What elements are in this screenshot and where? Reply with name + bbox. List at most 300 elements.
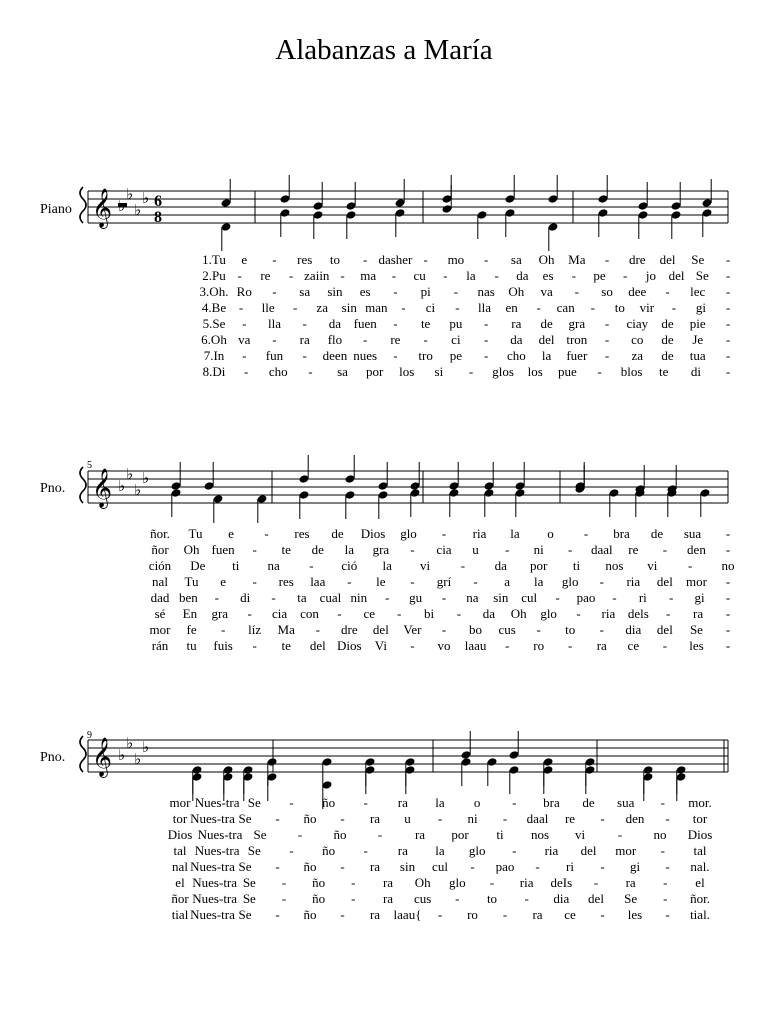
lyric-syllable: -: [662, 542, 668, 557]
lyric-syllable: -: [665, 907, 670, 922]
lyric-syllable: -: [725, 300, 731, 315]
lyric-syllable: -: [725, 316, 731, 331]
lyric-syllable: dia: [625, 622, 642, 637]
lyric-syllable: Oh: [183, 542, 200, 557]
lyric-syllable: es: [542, 268, 554, 283]
lyric-syllable: -: [665, 284, 670, 299]
lyric-syllable: -: [410, 638, 415, 653]
lyric-syllable: -: [264, 526, 269, 541]
lyric-syllable: -: [410, 574, 415, 589]
lyric-syllable: lle: [261, 300, 275, 315]
lyric-syllable: -: [725, 638, 731, 653]
lyric-syllable: da: [328, 316, 342, 331]
lyric-syllable: ñor: [171, 891, 189, 906]
lyric-syllable: con: [300, 606, 319, 621]
lyric-syllable: tor: [692, 811, 708, 826]
lyric-syllable: -: [666, 606, 671, 621]
lyric-syllable: ño: [303, 811, 317, 826]
key-signature-flat: ♭: [134, 481, 142, 499]
lyric-syllable: ño: [303, 907, 317, 922]
lyric-syllable: -: [242, 348, 247, 363]
lyric-syllable: Ver: [403, 622, 422, 637]
lyric-syllable: bra: [613, 526, 630, 541]
lyric-syllable: 6.Oh: [201, 332, 227, 347]
lyric-syllable: bo: [469, 622, 483, 637]
lyric-syllable: -: [617, 827, 623, 842]
brace: [80, 187, 86, 223]
lyric-syllable: pu: [449, 316, 463, 331]
lyric-syllable: cul: [521, 590, 538, 605]
lyric-syllable: res: [294, 526, 310, 541]
staves: [80, 175, 731, 809]
lyric-syllable: -: [483, 252, 489, 267]
lyric-syllable: ño: [312, 875, 326, 890]
lyric-syllable: gra: [568, 316, 586, 331]
lyric-syllable: En: [182, 606, 198, 621]
lyric-syllable: ri: [566, 859, 574, 874]
lyric-syllable: -: [604, 332, 610, 347]
lyric-syllable: -: [502, 811, 508, 826]
lyric-syllable: pe: [449, 348, 463, 363]
lyric-syllable: del: [656, 574, 673, 589]
lyric-syllable: -: [441, 622, 447, 637]
lyric-syllable: -: [423, 252, 428, 267]
lyric-syllable: sua: [683, 526, 702, 541]
lyric-syllable: ria: [519, 875, 534, 890]
lyric-syllable: glos: [492, 364, 514, 379]
lyric-syllable: glo: [561, 574, 579, 589]
lyric-syllable: -: [725, 268, 731, 283]
lyric-syllable: Nues-tra: [192, 891, 238, 906]
lyric-syllable: -: [483, 316, 489, 331]
lyric-syllable: cual: [319, 590, 342, 605]
lyric-syllable: -: [536, 622, 541, 637]
lyric-syllable: Se: [689, 622, 703, 637]
lyric-syllable: Dios: [360, 526, 386, 541]
lyric-syllable: -: [237, 268, 242, 283]
key-signature-flat: ♭: [126, 734, 134, 752]
lyric-syllable: Oh: [414, 875, 431, 890]
lyric-syllable: res: [278, 574, 294, 589]
lyric-syllable: dels: [627, 606, 649, 621]
lyric-syllable: -: [687, 558, 693, 573]
lyric-syllable: Se: [242, 875, 256, 890]
lyric-syllable: el: [695, 875, 705, 890]
lyric-syllable: glo: [449, 875, 466, 890]
lyric-syllable: sin: [341, 300, 357, 315]
lyric-syllable: gra: [372, 542, 390, 557]
lyric-syllable: -: [302, 348, 307, 363]
key-signature-flat: ♭: [134, 750, 142, 768]
lyric-syllable: lla: [267, 316, 281, 331]
lyric-syllable: gu: [409, 590, 423, 605]
lyric-syllable: por: [451, 827, 469, 842]
lyric-syllable: -: [363, 252, 368, 267]
lyric-syllable: -: [351, 891, 356, 906]
lyric-syllable: ria: [544, 843, 559, 858]
lyric-syllable: -: [340, 859, 345, 874]
lyric-syllable: -: [393, 316, 398, 331]
lyric-syllable: no: [721, 558, 735, 573]
lyric-syllable: da: [482, 606, 495, 621]
lyric-syllable: Nues-tra: [190, 859, 235, 874]
lyric-syllable: -: [502, 907, 508, 922]
lyric-syllable: -: [504, 542, 510, 557]
lyric-syllable: nal.: [690, 859, 710, 874]
lyric-syllable: Dios: [167, 827, 193, 842]
key-signature-flat: ♭: [134, 201, 142, 219]
lyric-syllable: por: [365, 364, 384, 379]
lyric-syllable: si: [434, 364, 444, 379]
lyric-syllable: de: [650, 526, 664, 541]
lyric-syllable: deIs: [550, 875, 573, 890]
lyric-syllable: -: [243, 364, 249, 379]
lyric-syllable: -: [252, 638, 257, 653]
lyric-syllable: vi: [420, 558, 431, 573]
lyric-syllable: va: [540, 284, 553, 299]
lyric-syllable: 2.Pu: [202, 268, 226, 283]
lyric-syllable: Tu: [188, 526, 203, 541]
lyric-syllable: -: [600, 811, 605, 826]
lyric-syllable: glo: [400, 526, 417, 541]
lyric-syllable: den: [687, 542, 706, 557]
treble-clef: 𝄞: [92, 188, 113, 228]
lyric-syllable: ti: [572, 558, 581, 573]
lyric-syllable: ra: [369, 907, 381, 922]
lyric-syllable: mor: [685, 574, 707, 589]
lyric-syllable: -: [281, 875, 287, 890]
lyric-syllable: 7.In: [203, 348, 225, 363]
lyric-syllable: za: [631, 348, 644, 363]
time-signature-top: 6: [154, 193, 162, 210]
lyric-syllable: -: [483, 348, 489, 363]
lyric-syllable: -: [289, 843, 294, 858]
lyric-syllable: ra: [369, 859, 381, 874]
lyric-syllable: -: [443, 268, 448, 283]
lyric-syllable: -: [725, 284, 731, 299]
lyric-syllable: -: [460, 558, 466, 573]
lyric-syllable: -: [347, 574, 352, 589]
treble-clef: 𝄞: [92, 468, 113, 508]
lyric-syllable: nos: [530, 827, 550, 842]
lyric-syllable: la: [435, 843, 445, 858]
lyric-syllable: fuer: [566, 348, 588, 363]
lyric-syllable: -: [660, 795, 666, 810]
lyric-syllable: -: [536, 300, 541, 315]
lyric-syllable: vi: [647, 558, 658, 573]
lyric-syllable: -: [470, 859, 475, 874]
lyric-syllable: rán: [151, 638, 169, 653]
lyric-syllable: ma: [360, 268, 377, 283]
lyric-syllable: Dios: [687, 827, 713, 842]
lyric-syllable: Se: [238, 811, 252, 826]
lyric-syllable: laau: [464, 638, 487, 653]
lyric-syllable: -: [665, 811, 670, 826]
lyric-syllable: di: [240, 590, 251, 605]
lyric-syllable: ci: [425, 300, 436, 315]
lyric-syllable: den: [625, 811, 645, 826]
lyric-syllable: ra: [511, 316, 522, 331]
lyric-syllable: Ro: [236, 284, 252, 299]
lyric-syllable: -: [725, 542, 731, 557]
lyric-syllable: -: [512, 795, 517, 810]
lyric-syllable: bra: [543, 795, 560, 810]
lyric-syllable: tro: [418, 348, 433, 363]
instrument-abbrev-system-2: Pno.: [40, 481, 66, 496]
lyric-syllable: pe: [593, 268, 606, 283]
lyric-syllable: sa: [299, 284, 311, 299]
lyric-syllable: -: [455, 891, 460, 906]
lyric-syllable: so: [601, 284, 613, 299]
lyric-syllable: u: [472, 542, 479, 557]
lyric-syllable: ción: [148, 558, 172, 573]
lyric-syllable: pao: [495, 859, 515, 874]
lyric-syllable: vi: [574, 827, 586, 842]
lyric-syllable: re: [390, 332, 401, 347]
lyric-syllable: ra: [532, 907, 543, 922]
lyric-syllable: -: [363, 843, 368, 858]
lyric-syllable: zaiin: [304, 268, 330, 283]
key-signature-flat: ♭: [142, 738, 150, 756]
lyric-syllable: ra: [414, 827, 426, 842]
lyric-syllable: Se: [238, 859, 252, 874]
lyric-syllable: gi: [629, 859, 641, 874]
lyric-syllable: Se: [247, 843, 261, 858]
lyric-syllable: cus: [498, 622, 516, 637]
lyric-syllable: el: [175, 875, 185, 890]
key-signature-flat: ♭: [126, 465, 134, 483]
lyric-syllable: -: [576, 606, 581, 621]
lyric-syllable: Nues-tra: [194, 843, 240, 858]
lyric-syllable: -: [252, 542, 257, 557]
instrument-abbrev-system-3: Pno.: [40, 750, 66, 765]
lyric-syllable: -: [340, 268, 345, 283]
lyric-syllable: Se: [691, 252, 705, 267]
lyric-syllable: mo: [447, 252, 465, 267]
lyric-syllable: -: [275, 907, 280, 922]
lyric-syllable: dre: [628, 252, 646, 267]
lyric-syllable: Nues-tra: [192, 875, 238, 890]
lyric-syllable: los: [527, 364, 543, 379]
lyric-syllable: -: [272, 252, 277, 267]
lyric-syllable: u: [404, 811, 411, 826]
lyric-syllable: Nues-tra: [190, 907, 235, 922]
lyric-syllable: por: [529, 558, 548, 573]
lyric-syllable: ria: [601, 606, 616, 621]
lyric-syllable: -: [289, 795, 294, 810]
lyric-syllable: -: [604, 316, 610, 331]
lyric-syllable: la: [510, 526, 520, 541]
lyric-syllable: -: [725, 364, 731, 379]
lyric-syllable: les: [689, 638, 704, 653]
lyric-syllable: a: [504, 574, 510, 589]
lyric-syllable: -: [524, 891, 529, 906]
lyric-syllable: -: [725, 574, 731, 589]
lyric-syllable: ra: [382, 891, 394, 906]
lyric-syllable: ro: [467, 907, 478, 922]
lyric-syllable: 8.Di: [202, 364, 226, 379]
lyric-syllable: la: [435, 795, 445, 810]
lyric-syllable: -: [665, 859, 670, 874]
lyric-syllable: na: [267, 558, 280, 573]
lyric-syllable: tial.: [690, 907, 710, 922]
lyric-syllable: ria: [472, 526, 487, 541]
lyric-syllable: -: [410, 542, 415, 557]
lyric-syllable: nos: [605, 558, 624, 573]
lyric-syllable: mor: [615, 843, 637, 858]
lyric-syllable: sua: [617, 795, 635, 810]
lyric-syllable: la: [541, 348, 552, 363]
lyric-syllable: sa: [337, 364, 348, 379]
key-signature-flat: ♭: [118, 746, 126, 764]
lyric-syllable: -: [309, 558, 314, 573]
lyric-syllable: cia: [436, 542, 452, 557]
lyric-syllable: Ma: [277, 622, 295, 637]
lyric-syllable: ri: [638, 590, 647, 605]
lyric-syllable: ra: [299, 332, 310, 347]
lyric-syllable: ra: [397, 795, 408, 810]
lyric-syllable: flo: [327, 332, 343, 347]
lyric-syllable: can: [556, 300, 575, 315]
lyric-syllable: Oh: [510, 606, 527, 621]
lyric-syllable: -: [340, 811, 345, 826]
lyric-syllable: -: [604, 348, 610, 363]
lyric-syllable: cus: [413, 891, 432, 906]
lyric-syllable: -: [340, 907, 345, 922]
key-signature-flat: ♭: [118, 477, 126, 495]
lyric-syllable: de: [661, 332, 674, 347]
lyric-syllable: -: [288, 268, 294, 283]
lyric-syllable: -: [535, 859, 540, 874]
lyric-syllable: Se: [242, 891, 256, 906]
lyric-syllable: ti: [496, 827, 504, 842]
lyric-syllable: en: [505, 300, 518, 315]
lyric-syllable: pi: [420, 284, 431, 299]
lyric-syllable: es: [359, 284, 371, 299]
lyric-syllable: ro: [533, 638, 545, 653]
lyric-syllable: e: [241, 252, 248, 267]
lyric-syllable: ce: [564, 907, 576, 922]
lyric-syllable: Dios: [337, 638, 362, 653]
lyric-syllable: e: [228, 526, 234, 541]
lyric-syllable: Oh: [538, 252, 555, 267]
lyric-syllable: sé: [154, 606, 166, 621]
lyric-syllable: -: [483, 332, 489, 347]
lyric-syllable: -: [242, 316, 247, 331]
brace: [80, 467, 86, 503]
lyric-syllable: -: [401, 300, 406, 315]
lyric-syllable: 3.Oh.: [199, 284, 229, 299]
lyric-syllable: -: [663, 891, 668, 906]
lyric-syllable: -: [281, 891, 287, 906]
lyric-syllable: -: [600, 859, 605, 874]
lyric-syllable: -: [437, 811, 443, 826]
lyric-syllable: -: [612, 590, 617, 605]
lyric-syllable: -: [590, 300, 595, 315]
lyric-syllable: -: [574, 284, 579, 299]
lyric-syllable: ra: [397, 843, 408, 858]
lyric-syllable: -: [238, 300, 244, 315]
lyric-syllable: ti: [232, 558, 240, 573]
lyric-syllable: -: [571, 268, 576, 283]
lyric-syllable: re: [260, 268, 271, 283]
lyric-syllable: ra: [625, 875, 636, 890]
lyric-syllable: ra: [596, 638, 607, 653]
lyric-syllable: -: [725, 252, 731, 267]
lyric-syllable: pue: [557, 364, 577, 379]
lyric-syllable: dia: [553, 891, 570, 906]
lyric-syllable: -: [441, 526, 447, 541]
lyric-syllable: De: [190, 558, 206, 573]
lyric-syllable: los: [399, 364, 415, 379]
lyric-syllable: gi: [695, 300, 706, 315]
lyric-syllable: pao: [576, 590, 596, 605]
lyric-syllable: del: [538, 332, 555, 347]
lyric-syllable: Se: [624, 891, 638, 906]
lyric-syllable: ra: [693, 606, 704, 621]
lyric-syllable: -: [473, 574, 478, 589]
lyric-syllable: de: [661, 316, 674, 331]
lyric-syllable: -: [623, 268, 628, 283]
lyric-syllable: za: [316, 300, 328, 315]
lyric-syllable: laa: [310, 574, 326, 589]
lyric-syllable: cho: [506, 348, 526, 363]
lyric-syllable: -: [494, 268, 499, 283]
lyric-syllable: de: [661, 348, 674, 363]
treble-clef: 𝄞: [92, 737, 113, 777]
lyric-syllable: ño: [322, 843, 336, 858]
lyric-syllable: del: [656, 622, 673, 637]
lyric-syllable: -: [308, 364, 313, 379]
lyric-syllable: mor: [149, 622, 171, 637]
lyric-syllable: -: [512, 843, 517, 858]
lyric-syllable: ben: [179, 590, 198, 605]
lyric-syllable: la: [466, 268, 476, 283]
time-signature-bottom: 8: [154, 209, 162, 226]
lyric-syllable: da: [510, 332, 523, 347]
lyric-syllable: -: [453, 284, 459, 299]
lyric-syllable: Ma: [568, 252, 586, 267]
lyric-syllable: dre: [341, 622, 358, 637]
lyric-syllable: -: [337, 606, 342, 621]
lyric-syllable: nal: [172, 859, 188, 874]
lyric-syllable: -: [393, 348, 398, 363]
lyric-syllable: daal: [526, 811, 549, 826]
lyric-syllable: Se: [247, 795, 261, 810]
lyric-syllable: gra: [211, 606, 229, 621]
lyric-syllable: -: [315, 622, 320, 637]
lyric-syllable: lec: [690, 284, 706, 299]
lyric-syllable: -: [555, 590, 560, 605]
lyric-syllable: di: [690, 364, 701, 379]
lyric-syllable: fe: [186, 622, 197, 637]
lyric-syllable: Vi: [374, 638, 387, 653]
lyric-syllable: -: [660, 843, 666, 858]
lyric-syllable: -: [725, 348, 731, 363]
lyric-syllable: -: [247, 606, 252, 621]
lyric-syllable: te: [659, 364, 669, 379]
lyric-syllable: fuen: [211, 542, 235, 557]
lyric-syllable: -: [351, 875, 356, 890]
lyric-syllable: ni: [467, 811, 478, 826]
lyric-syllable: del: [372, 622, 389, 637]
lyric-syllable: Nues-tra: [194, 795, 240, 810]
lyric-syllable: da: [516, 268, 529, 283]
lyric-syllable: mor.: [688, 795, 712, 810]
lyric-syllable: gi: [694, 590, 705, 605]
lyric-syllable: dad: [150, 590, 170, 605]
lyric-syllable: Tu: [184, 574, 199, 589]
